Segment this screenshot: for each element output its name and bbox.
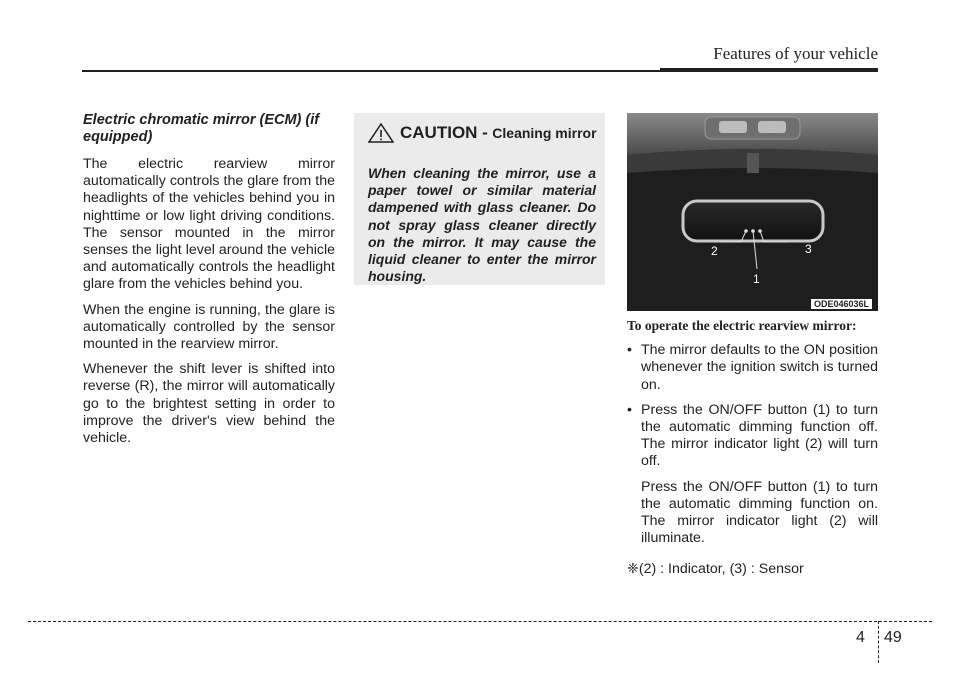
footer-rule <box>28 621 932 622</box>
ecm-heading: Electric chromatic mirror (ECM) (if equipped) <box>83 112 320 145</box>
bullet-item: • Press the ON/OFF button (1) to turn the automatic dimming function off. The mirror indicator light (2) will turn off. <box>627 402 878 471</box>
caution-header <box>368 123 597 143</box>
caution-box <box>354 113 605 285</box>
bullet-continuation: Press the ON/OFF button (1) to turn the automatic dimming function on. The mirror indicator light (2) will illuminate. <box>641 478 878 547</box>
ecm-paragraph: The electric rearview mirror automatically controls the glare from the headlights of the vehicles behind you in nighttime or low light driving conditions. The sensor mounted in the mirror senses the light level around the vehicle and automatically controls the headlight glare from the vehicles behind you. <box>83 156 335 293</box>
ecm-paragraph: Whenever the shift lever is shifted into reverse (R), the mirror will automatically go to the brightest setting in order to improve the driver's view behind the vehicle. <box>83 361 335 447</box>
callout-3: 3 <box>805 242 812 256</box>
operation-heading: To operate the electric rearview mirror: <box>627 318 857 333</box>
callout-2: 2 <box>711 244 718 258</box>
callout-1: 1 <box>753 272 760 286</box>
mirror-figure <box>627 113 878 311</box>
caution-label: CAUTION - <box>400 123 488 142</box>
ecm-paragraph: When the engine is running, the glare is automatically controlled by the sensor mounted in the rearview mirror. <box>83 301 335 353</box>
figure-note: ❈(2) : Indicator, (3) : Sensor <box>627 561 804 578</box>
warning-triangle-icon <box>368 123 394 143</box>
bullet-item: • The mirror defaults to the ON position whenever the ignition switch is turned on. <box>627 342 878 394</box>
mirror-illustration <box>627 113 878 311</box>
figure-code: ODE046036L <box>811 299 872 309</box>
chapter-number: 4 <box>856 629 865 646</box>
ecm-description-column <box>83 112 335 455</box>
page-number: 49 <box>884 629 902 646</box>
operation-column <box>627 317 878 579</box>
caution-topic: Cleaning mirror <box>492 125 597 141</box>
caution-text: When cleaning the mirror, use a paper towel or similar material dampened with glass cleaner. Do not spray glass cleaner directly on the mirror. It may cause the liquid cleaner to enter the mirror housing. <box>368 165 596 285</box>
section-header-title: Features of your vehicle <box>713 44 878 63</box>
footer-divider <box>878 621 879 663</box>
header-rule-accent <box>660 68 878 72</box>
